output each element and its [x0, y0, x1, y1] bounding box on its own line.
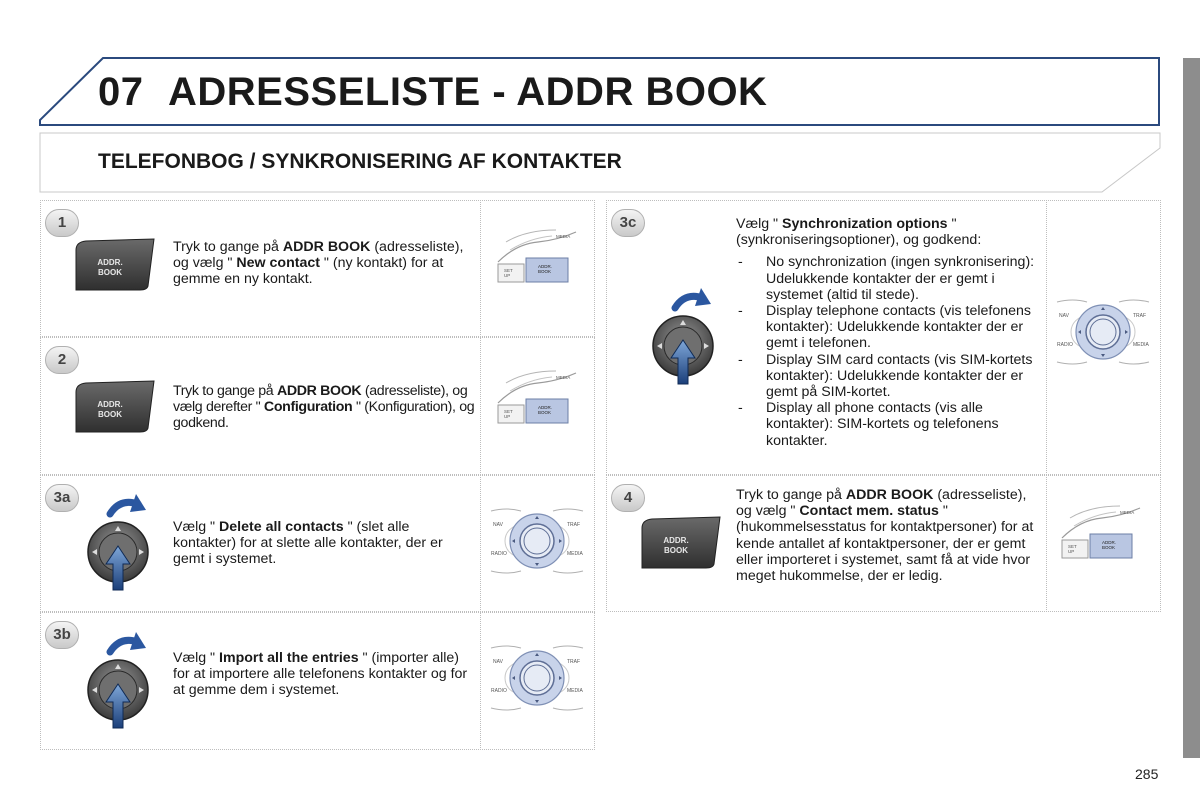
media-label: MEDIA — [1133, 342, 1149, 348]
step-3b-divider — [480, 612, 481, 750]
sync-option-none: - No synchronization (ingen synkronisering): Udelukkende kontakter der er gemt i systemet (altid til stede). — [736, 254, 1040, 303]
step-3a-divider — [480, 475, 481, 612]
panel-addr-label-2: BOOK — [1102, 545, 1116, 550]
addr-book-button-icon — [74, 238, 158, 292]
sync-option-all: - Display all phone contacts (vis alle kontakter): SIM-kortets og telefonens kontakter. — [736, 400, 1040, 449]
panel-media-label: MEDIA — [1120, 510, 1135, 515]
step-1-badge: 1 — [45, 209, 79, 237]
step-1-divider — [480, 200, 481, 337]
chapter-title: ADRESSELISTE - ADDR BOOK — [168, 70, 768, 114]
step-4-description: Tryk to gange på ADDR BOOK (adresseliste), og vælg " Contact mem. status " (hukommelsesstatus for kontaktpersoner) for at kende antallet af kontaktpersoner, der er gemt eller importeret i systemet, samt få at vide hvor meget hukommelse, der er ledig. — [736, 487, 1034, 585]
step-2-badge: 2 — [45, 346, 79, 374]
panel-media-label: MEDIA — [556, 234, 571, 239]
nav-label: NAV — [493, 659, 503, 665]
navigation-dial-panel-icon — [487, 505, 587, 577]
step-2-divider — [480, 337, 481, 475]
addr-book-panel-icon — [496, 228, 578, 286]
navigation-dial-panel-icon — [487, 642, 587, 714]
addr-button-label-2: BOOK — [98, 410, 122, 419]
step-2-description: Tryk to gange på ADDR BOOK (adresseliste), og vælg derefter " Configuration " (Konfiguration), og godkend. — [173, 383, 475, 432]
rotary-knob-icon — [651, 288, 723, 386]
traf-label: TRAF — [1133, 313, 1147, 319]
step-4-divider — [1046, 475, 1047, 612]
step-3c-badge: 3c — [611, 209, 645, 237]
panel-addr-label-1: ADDR. — [1102, 540, 1117, 545]
rotary-knob-icon — [86, 632, 158, 730]
addr-book-button-icon — [640, 516, 724, 570]
step-3c-description — [736, 216, 1040, 449]
set-label-1: SET — [1068, 544, 1077, 549]
page-number: 285 — [1135, 766, 1159, 782]
addr-button-label-2: BOOK — [664, 546, 688, 555]
panel-addr-label-2: BOOK — [538, 269, 552, 274]
radio-label: RADIO — [491, 688, 507, 694]
media-label: MEDIA — [567, 688, 583, 694]
step-3a-description: Vælg " Delete all contacts " (slet alle kontakter) for at slette alle kontakter, der er gemt i systemet. — [173, 519, 443, 568]
chapter-edge-tab — [1183, 58, 1200, 758]
step-3b-badge: 3b — [45, 621, 79, 649]
step-3c-intro: Vælg " Synchronization options " (synkroniseringsoptioner), og godkend: — [736, 216, 982, 249]
panel-media-label: MEDIA — [556, 375, 571, 380]
panel-addr-label-2: BOOK — [538, 410, 552, 415]
section-title: TELEFONBOG / SYNKRONISERING AF KONTAKTER — [98, 150, 622, 173]
nav-label: NAV — [493, 522, 503, 528]
step-3b-description: Vælg " Import all the entries " (importer alle) for at importere alle telefonens kontakter og for at gemme dem i systemet. — [173, 650, 468, 699]
step-3a-badge: 3a — [45, 484, 79, 512]
set-label-2: UP — [1068, 549, 1075, 554]
set-label-2: UP — [504, 414, 511, 419]
chapter-number: 07 — [98, 70, 144, 114]
addr-button-label-1: ADDR. — [97, 400, 123, 409]
addr-button-label-1: ADDR. — [663, 536, 689, 545]
set-label-1: SET — [504, 409, 513, 414]
step-3c-divider — [1046, 200, 1047, 475]
traf-label: TRAF — [567, 659, 581, 665]
sync-option-telephone: - Display telephone contacts (vis telefonens kontakter): Udelukkende kontakter der er gemt i telefonen. — [736, 303, 1040, 352]
addr-button-label-2: BOOK — [98, 268, 122, 277]
addr-book-panel-icon — [1060, 504, 1142, 562]
media-label: MEDIA — [567, 551, 583, 557]
panel-addr-label-1: ADDR. — [538, 405, 553, 410]
sync-option-sim: - Display SIM card contacts (vis SIM-kortets kontakter): Udelukkende kontakter der er gemt på SIM-kortet. — [736, 352, 1040, 401]
rotary-knob-icon — [86, 494, 158, 592]
nav-label: NAV — [1059, 313, 1069, 319]
addr-button-label-1: ADDR. — [97, 258, 123, 267]
addr-book-button-icon — [74, 380, 158, 434]
set-label-2: UP — [504, 273, 511, 278]
radio-label: RADIO — [1057, 342, 1073, 348]
radio-label: RADIO — [491, 551, 507, 557]
navigation-dial-panel-icon — [1053, 296, 1153, 368]
sync-options-list — [736, 254, 1040, 448]
addr-book-panel-icon — [496, 369, 578, 427]
traf-label: TRAF — [567, 522, 581, 528]
step-1-description: Tryk to gange på ADDR BOOK (adresseliste), og vælg " New contact " (ny kontakt) for at gemme en ny kontakt. — [173, 239, 464, 288]
set-label-1: SET — [504, 268, 513, 273]
panel-addr-label-1: ADDR. — [538, 264, 553, 269]
step-4-badge: 4 — [611, 484, 645, 512]
